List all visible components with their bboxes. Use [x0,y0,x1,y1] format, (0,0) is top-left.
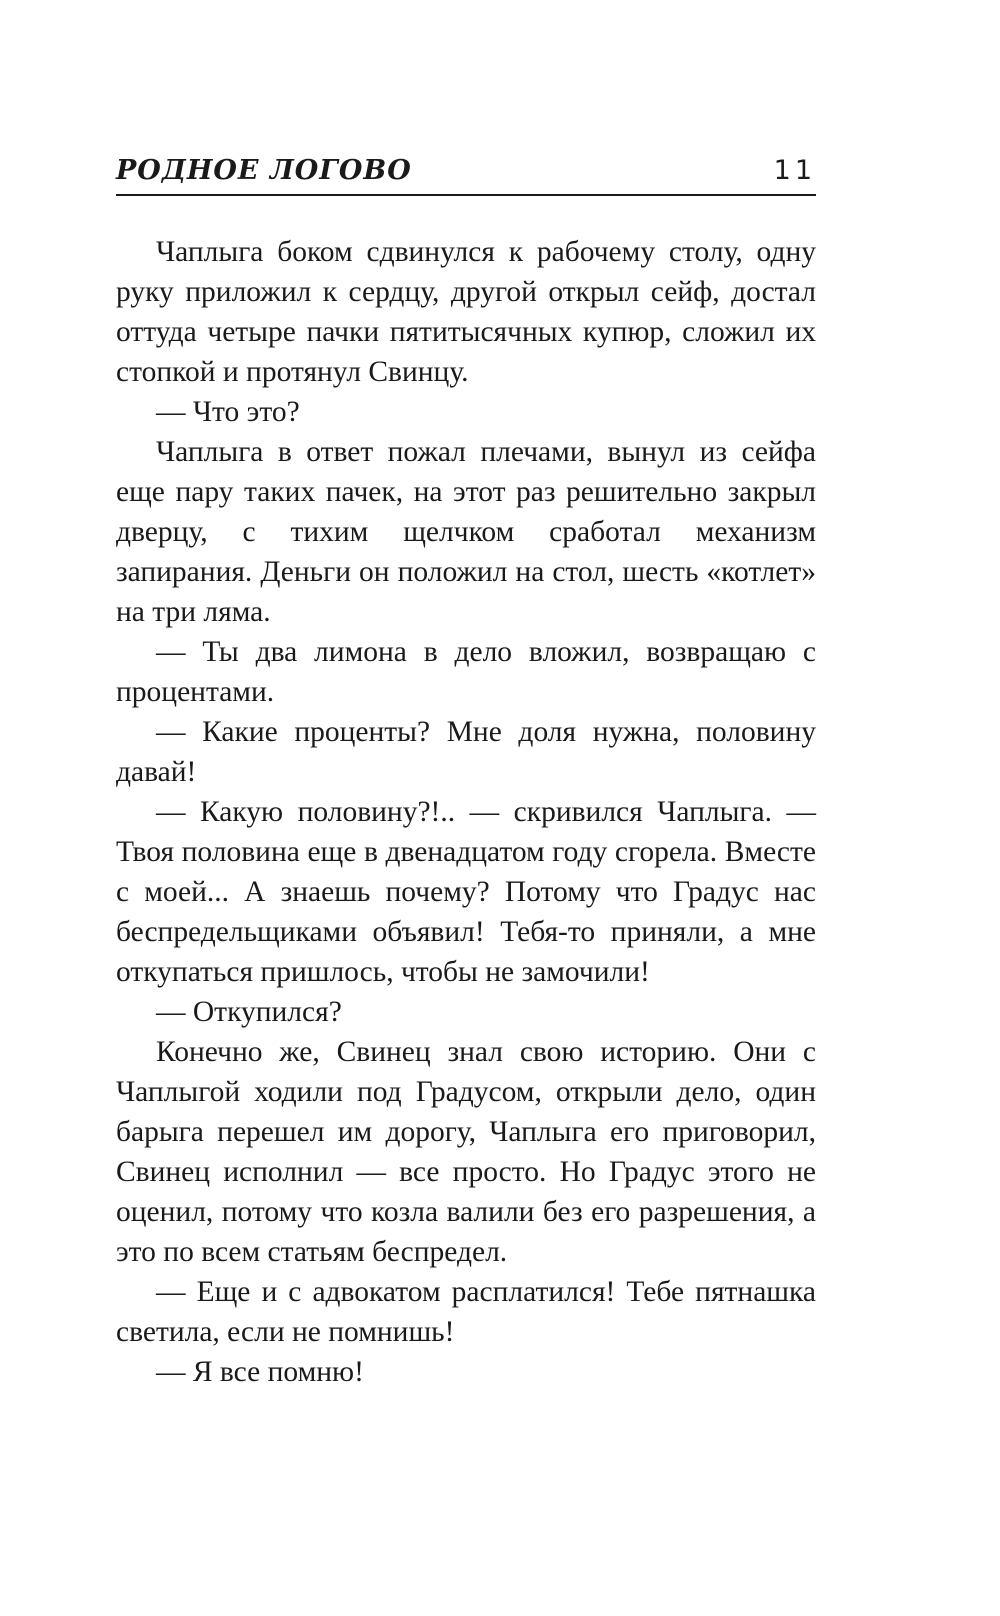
page-number: 11 [773,155,816,186]
paragraph: Чаплыга в ответ пожал плечами, вынул из сейфа еще пару таких пачек, на этот раз решительно закрыл дверцу, с тихим щелчком сработал механизм запирания. Деньги он положил на стол, шесть «котлет» на три ляма. [116,436,816,628]
dialogue-line: — Я все помню! [156,1356,364,1388]
body-text [116,232,816,1392]
running-title: РОДНОЕ ЛОГОВО [116,155,412,186]
dialogue-line: — Откупился? [156,996,342,1028]
dialogue-line: — Что это? [156,396,300,428]
paragraph: Чаплыга боком сдвинулся к рабочему столу, одну руку приложил к сердцу, другой открыл сейф, достал оттуда четыре пачки пятитысячных купюр, сложил их стопкой и протянул Свинцу. [116,236,816,388]
paragraph: Конечно же, Свинец знал свою историю. Они с Чаплыгой ходили под Градусом, открыли дело, один барыга перешел им дорогу, Чаплыга его приговорил, Свинец исполнил — все просто. Но Градус этого не оценил, потому что козла валили без его разрешения, а это по всем статьям беспредел. [116,1036,816,1268]
dialogue-line: — Ты два лимона в дело вложил, возвращаю с процентами. [116,636,816,708]
dialogue-line: — Какую половину?!.. — скривился Чаплыга. — Твоя половина еще в двенадцатом году сгорела. Вместе с моей... А знаешь почему? Потому что Градус нас беспредельщиками объявил! Тебя-то приняли, а мне откупаться пришлось, чтобы не замочили! [116,796,816,988]
dialogue-line: — Еще и с адвокатом расплатился! Тебе пятнашка светила, если не помнишь! [116,1276,816,1348]
dialogue-line: — Какие проценты? Мне доля нужна, половину давай! [116,716,816,788]
running-header [116,150,816,196]
